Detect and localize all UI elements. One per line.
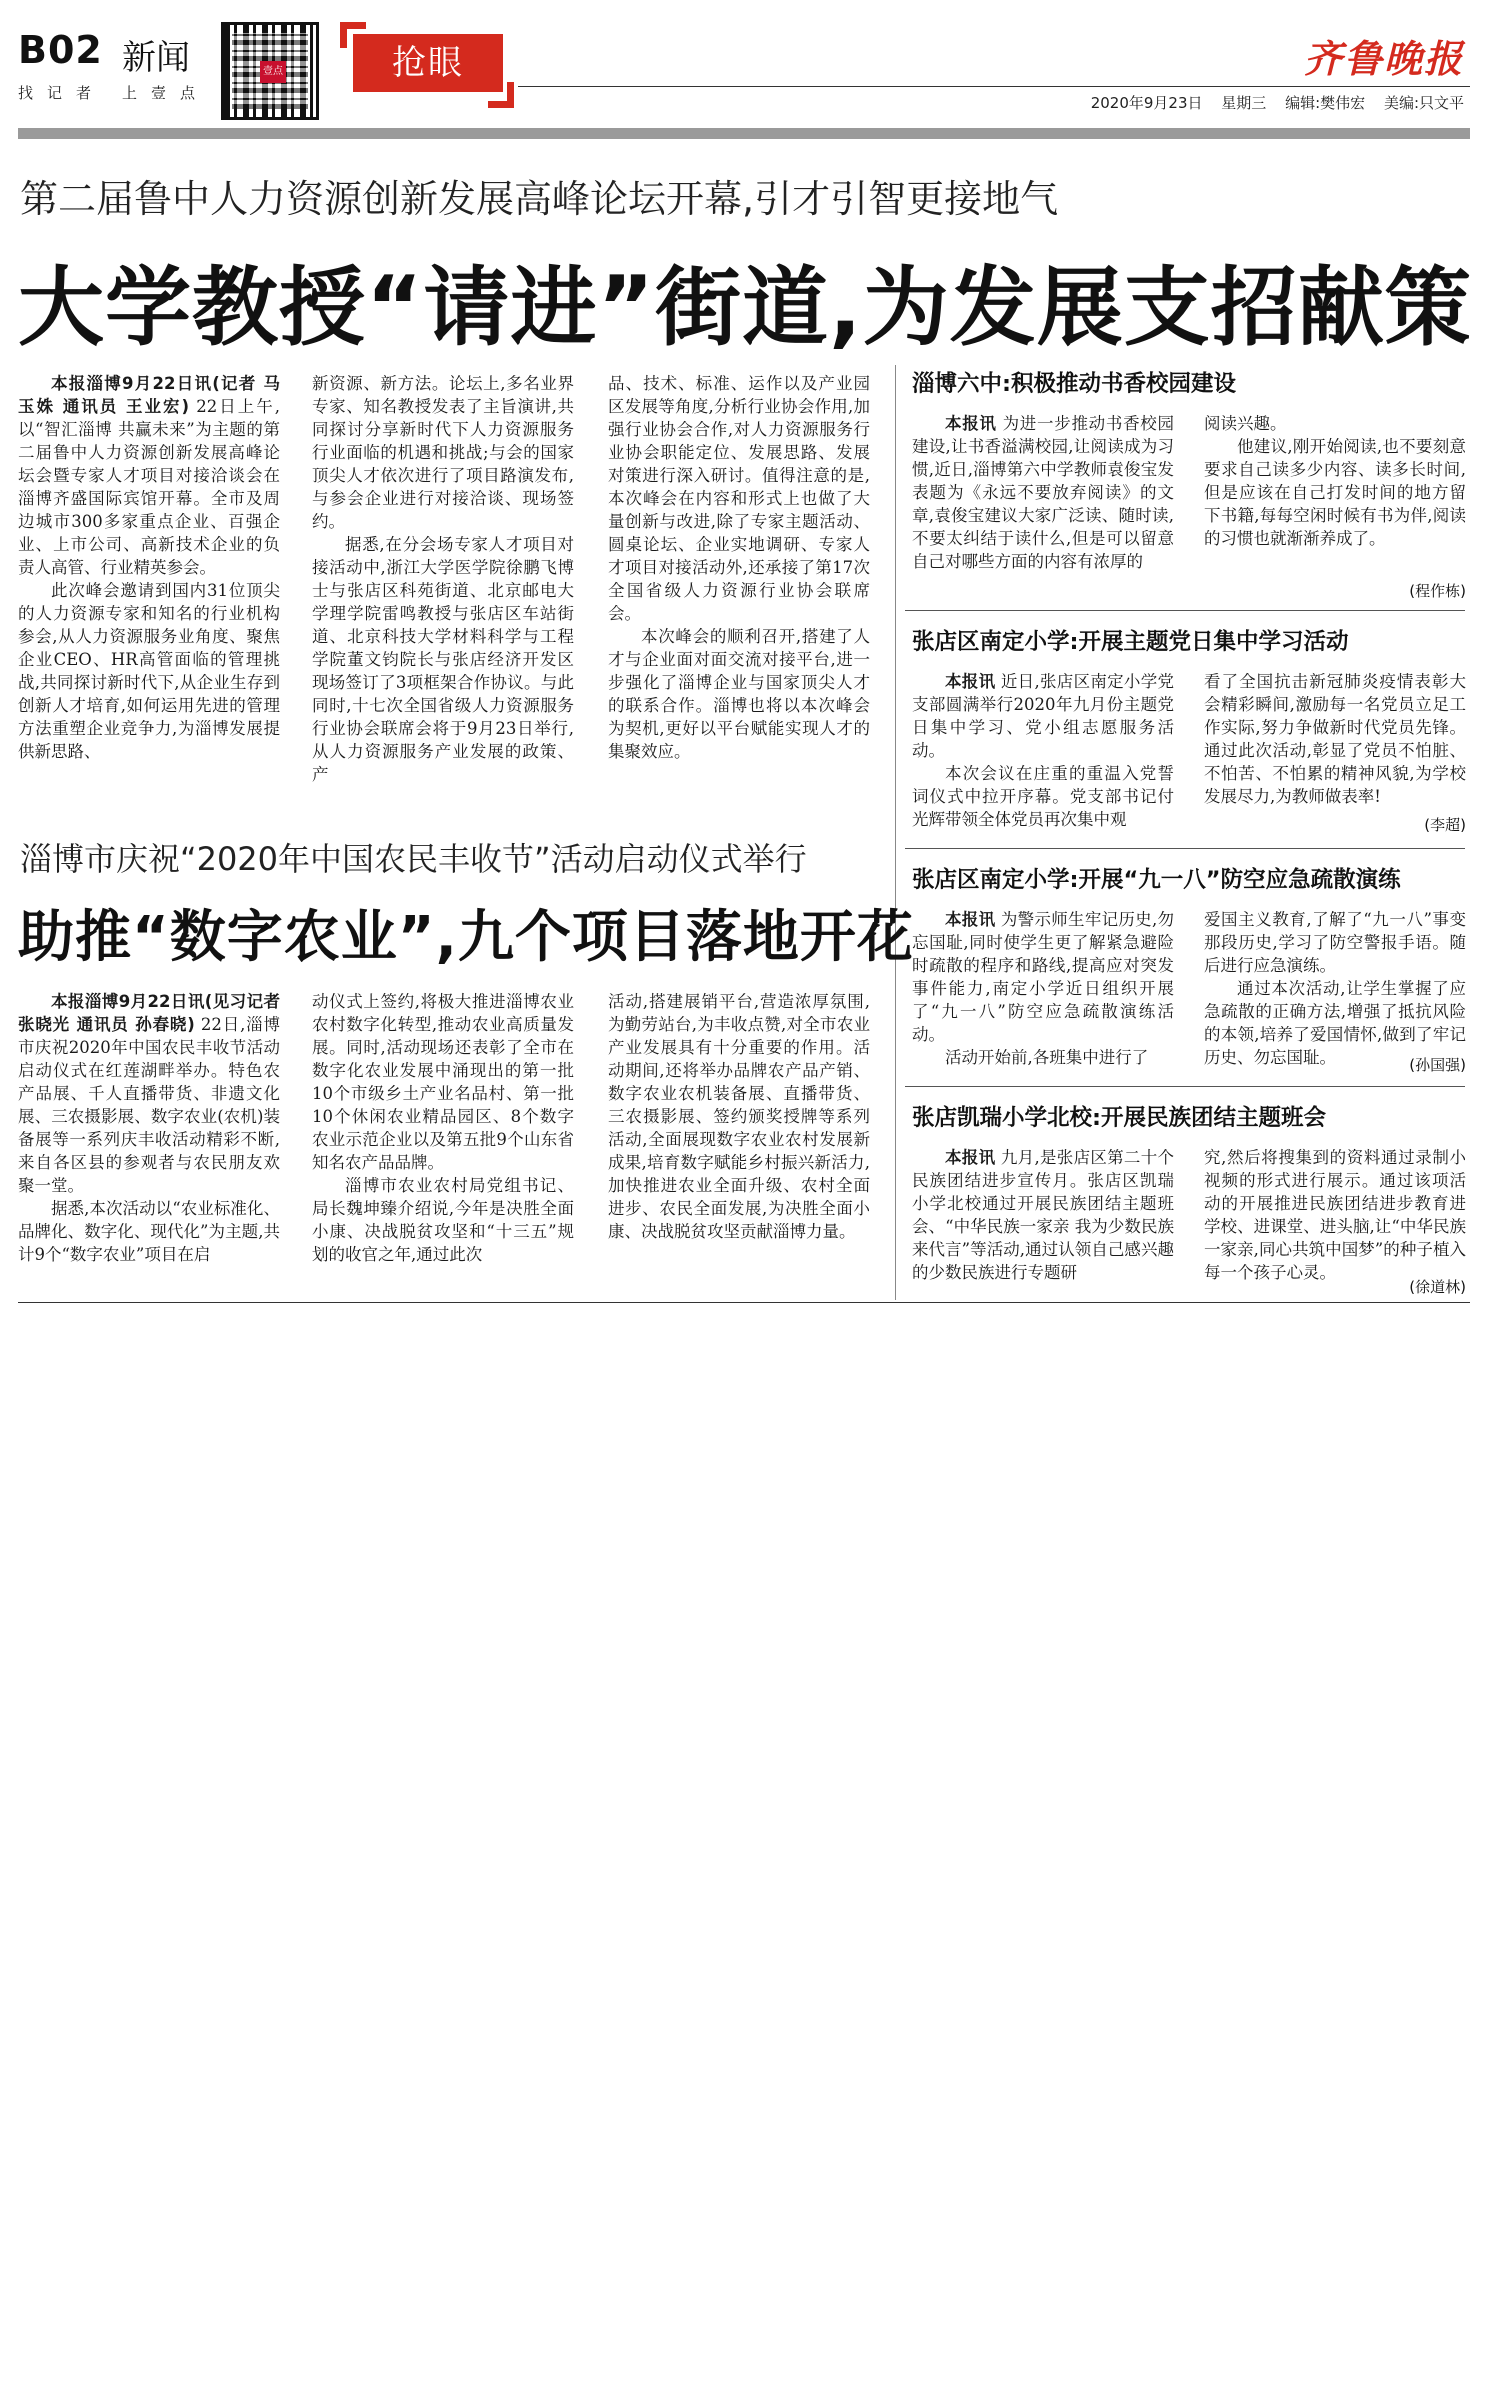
tagline-right: 上壹点	[122, 84, 210, 102]
brief4-column-2: 究,然后将搜集到的资料通过录制小视频的形式进行展示。通过该项活动的开展推进民族团结进步教育进学校、进课堂、进头脑,让“中华民族一家亲,同心共筑中国梦”的种子植入每一个孩子心灵。	[1204, 1148, 1466, 1282]
bracket-decoration	[488, 82, 514, 108]
story2-column-1: 本报淄博9月22日讯(见习记者 张晓光 通讯员 孙春晓) 22日,淄博市庆祝2020年中国农民丰收节活动启动仪式在红莲湖畔举办。特色农产品展、千人直播带货、非遗文化展、三农摄影展、数字农业(农机)装备展等一系列庆丰收活动精彩不断,来自各区县的参观者与农民朋友欢聚一堂。 据悉,本次活动以“农业标准化、品牌化、数字化、现代化”为主题,共计9个“数字农业”项目在启	[18, 992, 280, 1264]
story2-kicker: 淄博市庆祝“2020年中国农民丰收节”活动启动仪式举行	[20, 840, 807, 878]
masthead-rule	[518, 86, 1470, 87]
brief-divider	[905, 848, 1465, 849]
brief4-column-1: 本报讯 九月,是张店区第二十个民族团结进步宣传月。张店区凯瑞小学北校通过开展民族团结主题班会、“中华民族一家亲 我为少数民族来代言”等活动,通过认领自己感兴趣的少数民族进行专题研	[912, 1148, 1174, 1282]
brief3-byline: (孙国强)	[1409, 1056, 1466, 1074]
brief-divider	[905, 610, 1465, 611]
story2-column-2: 动仪式上签约,将极大推进淄博农业农村数字化转型,推动农业高质量发展。同时,活动现场还表彰了全市在数字化农业发展中涌现出的第一批10个市级乡土产业名品村、第一批10个休闲农业精品园区、8个数字农业示范企业以及第五批9个山东省知名农产品品牌。 淄博市农业农村局党组书记、局长魏坤臻介绍说,今年是决胜全面小康、决战脱贫攻坚和“十三五”规划的收官之年,通过此次	[312, 992, 574, 1264]
dateline	[1091, 92, 1464, 113]
brief2-column-1: 本报讯 近日,张店区南定小学党支部圆满举行2020年九月份主题党日集中学习、党小组志愿服务活动。 本次会议在庄重的重温入党誓词仪式中拉开序幕。党支部书记付光辉带领全体党员再次集中观	[912, 672, 1174, 829]
bottom-rule	[18, 1302, 1470, 1303]
brief2-title: 张店区南定小学:开展主题党日集中学习活动	[912, 629, 1349, 655]
brief1-title: 淄博六中:积极推动书香校园建设	[912, 371, 1236, 397]
story2-column-3: 活动,搭建展销平台,营造浓厚氛围,为勤劳站台,为丰收点赞,对全市农业产业发展具有十分重要的作用。活动期间,还将举办品牌农产品产销、数字农业农机装备展、直播带货、三农摄影展、签约颁奖授牌等系列活动,全面展现数字农业农村发展新成果,培育数字赋能乡村振兴新活力,加快推进农业全面升级、农村全面进步、农民全面发展,为决胜全面小康、决战脱贫攻坚贡献淄博力量。	[608, 992, 870, 1241]
qr-code-icon	[221, 22, 319, 120]
brief3-column-2: 爱国主义教育,了解了“九一八”事变那段历史,学习了防空警报手语。随后进行应急演练。 通过本次活动,让学生掌握了应急疏散的正确方法,增强了抵抗风险的本领,培养了爱国情怀,做到了牢记历史、勿忘国耻。	[1204, 910, 1466, 1067]
brief-divider	[905, 1086, 1465, 1087]
brief1-byline: (程作栋)	[1409, 582, 1466, 600]
issue-weekday: 星期三	[1221, 94, 1267, 112]
story1-headline: 大学教授“请进”街道,为发展支招献策	[18, 258, 1472, 358]
editor-credit: 编辑:樊伟宏	[1285, 94, 1366, 112]
designer-credit: 美编:只文平	[1383, 94, 1464, 112]
brief1-column-2: 阅读兴趣。 他建议,刚开始阅读,也不要刻意要求自己读多少内容、读多长时间,但是应该在自己打发时间的地方留下书籍,每每空闲时候有书为伴,阅读的习惯也就渐渐养成了。	[1204, 414, 1466, 548]
brief2-byline: (李超)	[1424, 816, 1466, 834]
brief1-column-1: 本报讯 为进一步推动书香校园建设,让书香溢满校园,让阅读成为习惯,近日,淄博第六中学教师袁俊宝发表题为《永远不要放弃阅读》的文章,袁俊宝建议大家广泛读、随时读,不要太纠结于读什么,但是可以留意自己对哪些方面的内容有浓厚的	[912, 414, 1174, 571]
story1-column-3: 品、技术、标准、运作以及产业园区发展等角度,分析行业协会作用,加强行业协会合作,对人力资源服务行业协会职能定位、发展思路、发展对策进行深入研讨。值得注意的是,本次峰会在内容和形式上也做了大量创新与改进,除了专家主题活动、圆桌论坛、企业实地调研、专家人才项目对接活动外,还承接了第17次全国省级人力资源行业协会联席会。 本次峰会的顺利召开,搭建了人才与企业面对面交流对接平台,进一步强化了淄博企业与国家顶尖人才的联系合作。淄博也将以本次峰会为契机,更好以平台赋能实现人才的集聚效应。	[608, 374, 870, 761]
brief3-column-1: 本报讯 为警示师生牢记历史,勿忘国耻,同时使学生更了解紧急避险时疏散的程序和路线,提高应对突发事件能力,南定小学近日组织开展了“九一八”防空应急疏散演练活动。 活动开始前,各班集中进行了	[912, 910, 1174, 1067]
issue-date: 2020年9月23日	[1090, 94, 1203, 112]
brief3-title: 张店区南定小学:开展“九一八”防空应急疏散演练	[912, 867, 1401, 893]
brief4-title: 张店凯瑞小学北校:开展民族团结主题班会	[912, 1105, 1326, 1131]
tagline-left: 找记者	[18, 84, 106, 102]
section-name: 新闻	[122, 38, 190, 78]
masthead	[18, 22, 1470, 112]
brief4-byline: (徐道林)	[1409, 1278, 1466, 1296]
story1-column-1: 本报淄博9月22日讯(记者 马玉姝 通讯员 王业宏) 22日上午,以“智汇淄博 共赢未来”为主题的第二届鲁中人力资源创新发展高峰论坛会暨专家人才项目对接洽谈会在淄博齐盛国际宾馆开幕。全市及周边城市300多家重点企业、百强企业、上市公司、高新技术企业的负责人高管、行业精英参会。 此次峰会邀请到国内31位顶尖的人力资源专家和知名的行业机构参会,从人力资源服务业角度、聚焦企业CEO、HR高管面临的管理挑战,共同探讨新时代下,从企业生存到创新人才培育,如何运用先进的管理方法重塑企业竞争力,为淄博发展提供新思路、	[18, 374, 280, 761]
newspaper-logo: 齐鲁晚报	[1303, 36, 1464, 81]
page-number: B02	[18, 28, 103, 72]
qr-logo: 壹点	[260, 61, 286, 83]
story1-kicker: 第二届鲁中人力资源创新发展高峰论坛开幕,引才引智更接地气	[20, 177, 1059, 221]
brief2-column-2: 看了全国抗击新冠肺炎疫情表彰大会精彩瞬间,激励每一名党员立足工作实际,努力争做新时代党员先锋。通过此次活动,彰显了党员不怕脏、不怕苦、不怕累的精神风貌,为学校发展尽力,为教师做表率!	[1204, 672, 1466, 806]
story1-column-2: 新资源、新方法。论坛上,多名业界专家、知名教授发表了主旨演讲,共同探讨分享新时代下人力资源服务行业面临的机遇和挑战;与会的国家顶尖人才依次进行了项目路演发布,与参会企业进行对接洽谈、现场签约。 据悉,在分会场专家人才项目对接活动中,浙江大学医学院徐鹏飞博士与张店区科苑街道、北京邮电大学理学院雷鸣教授与张店区车站街道、北京科技大学材料科学与工程学院董文钧院长与张店经济开发区现场签订了3项框架合作协议。与此同时,十七次全国省级人力资源服务行业协会联席会将于9月23日举行,从人力资源服务产业发展的政策、产	[312, 374, 574, 784]
header-bar	[18, 128, 1470, 139]
column-label: 抢眼	[353, 34, 503, 92]
story2-headline: 助推“数字农业”,九个项目落地开花	[18, 905, 914, 970]
column-divider	[895, 365, 896, 1300]
